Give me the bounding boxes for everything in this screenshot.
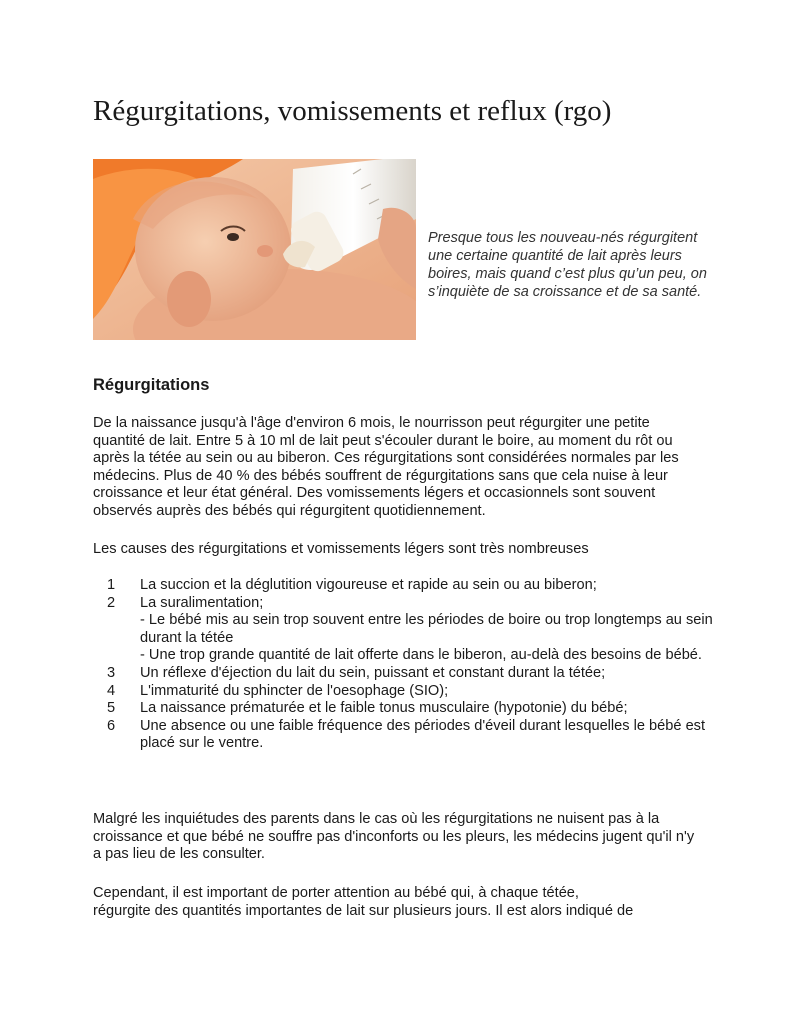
list-number: 2 bbox=[107, 594, 116, 611]
baby-bottle-illustration bbox=[93, 159, 416, 340]
section-heading: Régurgitations bbox=[93, 376, 210, 394]
list-item bbox=[93, 665, 713, 683]
list-subitem: - Le bébé mis au sein trop souvent entre les périodes de boire ou trop longtemps au sein durant la tétée bbox=[140, 612, 713, 646]
list-item bbox=[93, 700, 713, 718]
list-item bbox=[93, 595, 713, 665]
list-number: 6 bbox=[107, 717, 116, 734]
list-item bbox=[93, 683, 713, 701]
intro-caption: Presque tous les nouveau-nés régurgitent une certaine quantité de lait après leurs boires, mais quand c’est plus qu’un peu, on s’inquiète de sa croissance et de sa santé. bbox=[428, 230, 707, 300]
list-item-text: La naissance prématurée et le faible tonus musculaire (hypotonie) du bébé; bbox=[140, 700, 628, 717]
causes-list bbox=[93, 577, 713, 753]
list-item bbox=[93, 577, 713, 595]
list-number: 1 bbox=[107, 577, 116, 593]
list-number: 4 bbox=[107, 682, 116, 699]
list-item-text: Une absence ou une faible fréquence des périodes d'éveil durant lesquelles le bébé est placé sur le ventre. bbox=[140, 717, 706, 752]
page-title: Régurgitations, vomissements et reflux (rgo) bbox=[93, 95, 612, 127]
list-item bbox=[93, 718, 713, 753]
list-number: 3 bbox=[107, 664, 116, 681]
list-item-text: La succion et la déglutition vigoureuse et rapide au sein ou au biberon; bbox=[140, 577, 597, 593]
list-item-text: L'immaturité du sphincter de l'oesophage (SIO); bbox=[140, 682, 449, 699]
paragraph-4-line-1: Cependant, il est important de porter attention au bébé qui, à chaque tétée, bbox=[93, 885, 579, 901]
list-item-text: Un réflexe d'éjection du lait du sein, puissant et constant durant la tétée; bbox=[140, 664, 606, 681]
paragraph-2: Les causes des régurgitations et vomissements légers sont très nombreuses bbox=[93, 541, 589, 557]
list-number: 5 bbox=[107, 700, 116, 717]
paragraph-4 bbox=[93, 885, 713, 920]
paragraph-4-line-2: régurgite des quantités importantes de lait sur plusieurs jours. Il est alors indiqué de bbox=[93, 902, 634, 919]
paragraph-1: De la naissance jusqu'à l'âge d'environ 6 mois, le nourrisson peut régurgiter une petite quantité de lait. Entre 5 à 10 ml de lait peut s'écouler durant le boire, au moment du rôt ou après la tétée au sein ou au biberon. Ces régurgitations sont considérées normales par les médecins. Plus de 40 % des bébés souffrent de régurgitations sans que cela nuise à leur croissance et leur état général. Des vomissements légers et occasionnels sont souvent observés auprès des bébés qui régurgitent quotidiennement. bbox=[93, 415, 679, 519]
paragraph-3: Malgré les inquiétudes des parents dans le cas où les régurgitations ne nuisent pas à la croissance et que bébé ne souffre pas d'inconforts ou les pleurs, les médecins jugent qu'il n'y a pas lieu de les consulter. bbox=[93, 811, 695, 863]
list-subitem: - Une trop grande quantité de lait offerte dans le biberon, au-delà des besoins de bébé. bbox=[140, 647, 702, 664]
list-item-text: La suralimentation; bbox=[140, 594, 264, 611]
baby-bottle-photo bbox=[93, 159, 416, 340]
